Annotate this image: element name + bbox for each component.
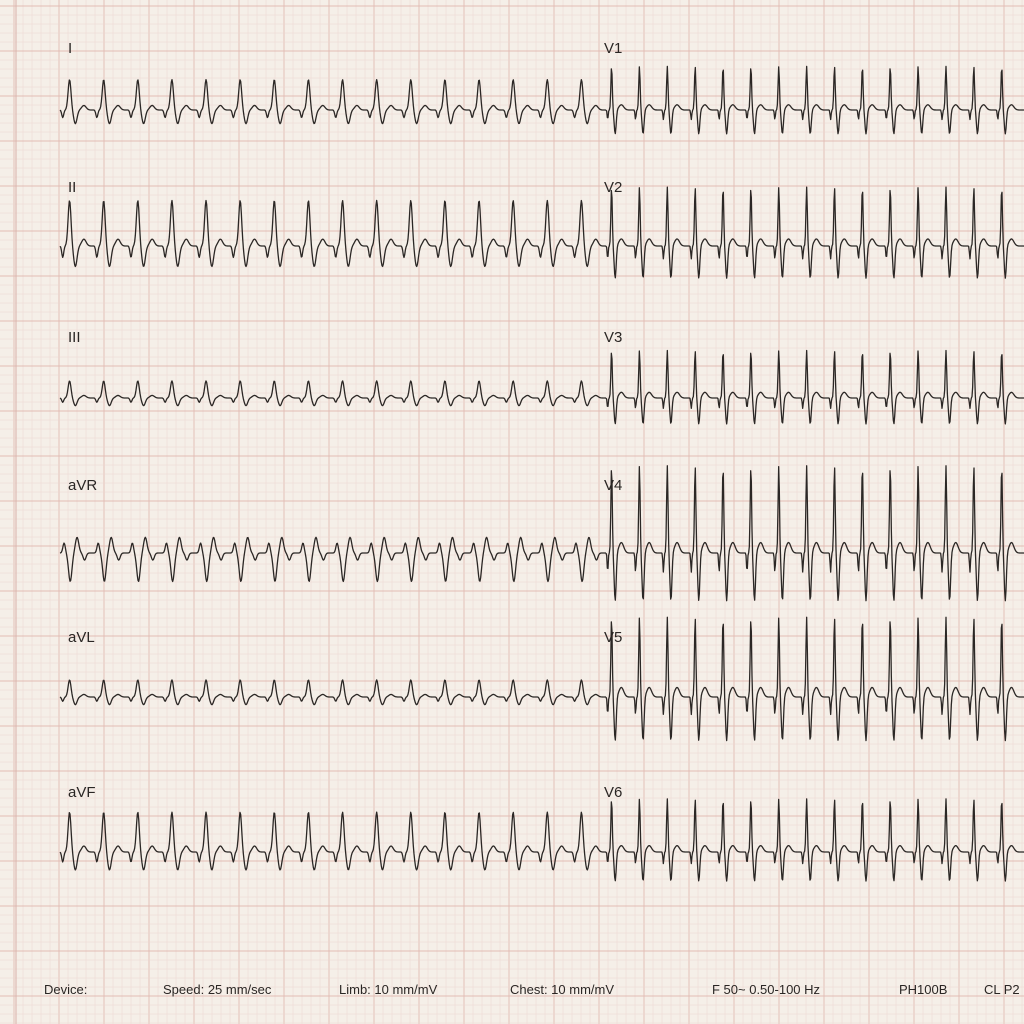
- footer-chest-gain: Chest: 10 mm/mV: [510, 982, 615, 997]
- lead-label-avf: aVF: [68, 784, 96, 801]
- lead-label-iii: III: [68, 329, 81, 346]
- footer-device: Device:: [44, 982, 88, 997]
- footer-calibration-bar: [0, 982, 1024, 1012]
- lead-label-i: I: [68, 40, 73, 57]
- lead-label-v5: V5: [604, 629, 623, 646]
- lead-label-v1: V1: [604, 40, 623, 57]
- lead-label-avr: aVR: [68, 477, 98, 494]
- lead-label-v3: V3: [604, 329, 623, 346]
- lead-label-v6: V6: [604, 784, 623, 801]
- lead-label-avl: aVL: [68, 629, 95, 646]
- lead-label-v2: V2: [604, 179, 623, 196]
- footer-limb-gain: Limb: 10 mm/mV: [339, 982, 438, 997]
- footer-model: PH100B: [899, 982, 948, 997]
- lead-label-v4: V4: [604, 477, 623, 494]
- footer-filter: F 50~ 0.50-100 Hz: [712, 982, 821, 997]
- footer-cl: CL P2: [984, 982, 1020, 997]
- footer-speed: Speed: 25 mm/sec: [163, 982, 272, 997]
- lead-label-ii: II: [68, 179, 77, 196]
